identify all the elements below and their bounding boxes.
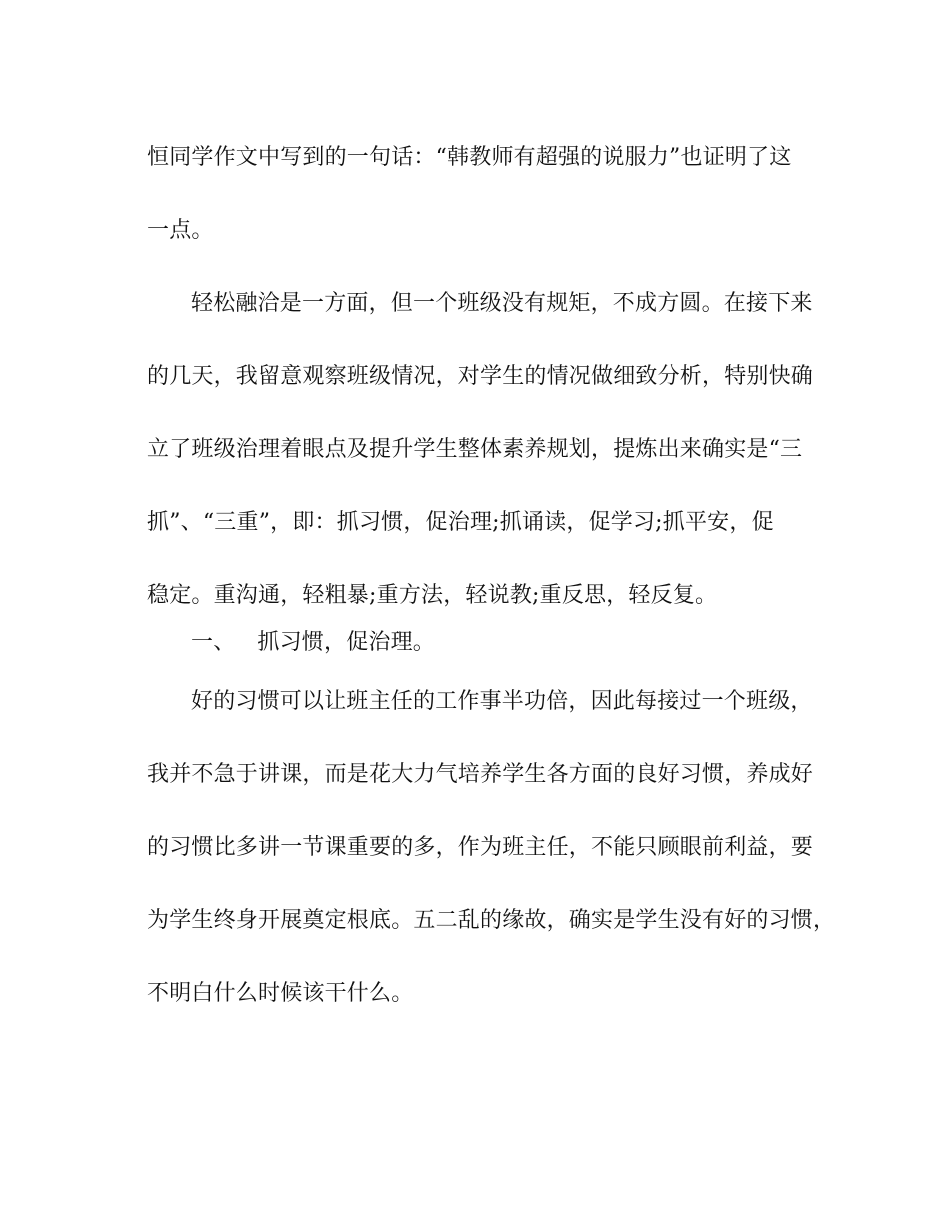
paragraph-line: 稳定。重沟通，轻粗暴;重方法，轻说教;重反思，轻反复。	[147, 583, 718, 608]
section-heading	[191, 628, 871, 658]
paragraph-line: 的几天，我留意观察班级情况，对学生的情况做细致分析，特别快确	[147, 364, 814, 389]
paragraph-line: 轻松融洽是一方面，但一个班级没有规矩，不成方圆。在接下来	[191, 291, 813, 316]
section-heading-number: 一、	[191, 630, 236, 655]
paragraph-line: 的习惯比多讲一节课重要的多，作为班主任，不能只顾眼前利益，要	[147, 835, 814, 860]
paragraph-line: 我并不急于讲课，而是花大力气培养学生各方面的良好习惯，养成好	[147, 762, 814, 787]
section-heading-text: 抓习惯，促治理。	[257, 630, 436, 655]
paragraph-line: 好的习惯可以让班主任的工作事半功倍，因此每接过一个班级，	[191, 689, 813, 714]
paragraph-line: 恒同学作文中写到的一句话：“韩教师有超强的说服力”也证明了这	[147, 145, 792, 170]
paragraph-line: 抓”、“三重”，即：抓习惯，促治理;抓诵读，促学习;抓平安，促	[147, 510, 774, 535]
paragraph-line: 不明白什么时候该干什么。	[147, 981, 414, 1006]
paragraph-line: 一点。	[147, 218, 214, 243]
paragraph-line: 为学生终身开展奠定根底。五二乱的缘故，确实是学生没有好的习惯，	[147, 908, 836, 933]
paragraph-line: 立了班级治理着眼点及提升学生整体素养规划，提炼出来确实是“三	[147, 437, 803, 462]
